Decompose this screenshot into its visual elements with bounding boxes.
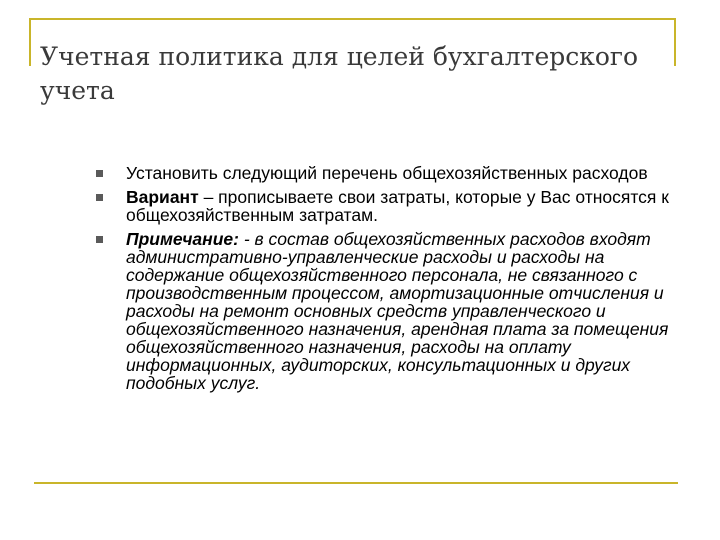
square-bullet-icon bbox=[96, 236, 103, 243]
bullet-list bbox=[94, 164, 694, 398]
slide-title: Учетная политика для целей бухгалтерского учета bbox=[40, 42, 639, 105]
square-bullet-icon bbox=[96, 194, 103, 201]
list-item bbox=[94, 188, 694, 224]
top-rule bbox=[30, 18, 675, 20]
list-item bbox=[94, 164, 694, 182]
list-item bbox=[94, 230, 694, 392]
left-rule bbox=[29, 18, 31, 66]
item-label: Примечание: bbox=[126, 229, 239, 249]
bottom-rule bbox=[34, 482, 678, 484]
item-text: Установить следующий перечень общехозяйственных расходов bbox=[126, 163, 648, 183]
right-rule bbox=[674, 18, 676, 66]
item-label: Вариант bbox=[126, 187, 199, 207]
square-bullet-icon bbox=[96, 170, 103, 177]
item-text: - в состав общехозяйственных расходов входят административно-управленческие расходы и расходы на содержание общехозяйственного персонала, не связанного с производственным процессом, амортизационные отчисления и расходы на ремонт основных средств управленческого и общехозяйственного назначения, арендная плата за помещения общехозяйственного назначения, расходы на оплату информационных, аудиторских, консультационных и других подобных услуг. bbox=[126, 229, 669, 393]
item-text: – прописываете свои затраты, которые у Вас относятся к общехозяйственным затратам. bbox=[126, 187, 669, 225]
